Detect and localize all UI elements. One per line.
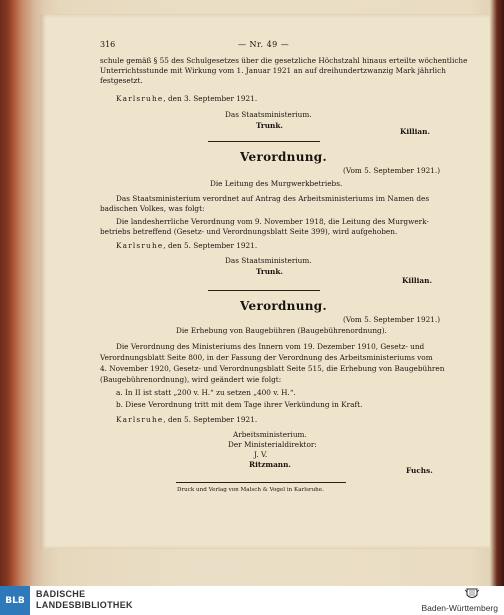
page-header: — Nr. 49 — <box>238 40 290 49</box>
decree1-signature-2: Killian. <box>402 276 433 285</box>
blb-logo: BLB <box>0 586 30 615</box>
decree1-place-date <box>116 241 446 251</box>
decree2-date: (Vom 5. September 1921.) <box>343 315 441 324</box>
library-name <box>36 589 133 611</box>
separator-1 <box>208 141 320 142</box>
intro-city: Karlsruhe <box>116 94 164 103</box>
intro-line-3: festgesetzt. <box>100 76 143 85</box>
decree2-zv: J. V. <box>254 450 268 459</box>
decree2-p1-line3: 4. November 1920, Gesetz- und Verordnungsblatt Seite 515, die Erhebung von Baugebühren <box>100 364 445 373</box>
decree2-signature-2: Fuchs. <box>406 466 433 475</box>
baden-wuerttemberg-emblem-icon <box>464 587 480 601</box>
decree1-p2-line2: betriebs betreffend (Gesetz- und Verordnungsblatt Seite 399), wird aufgehoben. <box>100 227 398 236</box>
intro-line-1: schule gemäß § 55 des Schulgesetzes über die gesetzliche Höchstzahl hinaus erteilte wöchentliche <box>100 56 468 65</box>
decree2-item-b: b. Diese Verordnung tritt mit dem Tage ihrer Verkündung in Kraft. <box>116 400 363 409</box>
decree2-p1-line4: (Baugebührenordnung), wird geändert wie folgt: <box>100 375 282 384</box>
intro-place-date <box>116 94 446 104</box>
library-name-line-2: LANDESBIBLIOTHEK <box>36 600 133 610</box>
footer-bar <box>0 586 504 615</box>
decree1-city: Karlsruhe <box>116 241 164 250</box>
decree2-title: Verordnung. <box>240 299 327 313</box>
decree2-place-date <box>116 415 446 425</box>
decree1-ministry: Das Staatsministerium. <box>225 256 312 265</box>
library-name-line-1: BADISCHE <box>36 589 86 599</box>
imprint: Druck und Verlag von Malsch & Vogel in Karlsruhe. <box>177 487 324 493</box>
decree1-date: (Vom 5. September 1921.) <box>343 166 441 175</box>
decree2-p1-line1: Die Verordnung des Ministeriums des Innern vom 19. Dezember 1910, Gesetz- und <box>116 342 425 351</box>
decree1-p1-line1: Das Staatsministerium verordnet auf Antrag des Arbeitsministeriums im Namen des <box>116 194 430 203</box>
intro-signature-1: Trunk. <box>256 121 283 130</box>
decree2-signature-1: Ritzmann. <box>249 460 291 469</box>
intro-date: , den 3. September 1921. <box>163 94 258 103</box>
intro-line-2: Unterrichtsstunde mit Wirkung vom 1. Januar 1921 an auf dreihundertzwanzig Mark jährlich <box>100 66 446 75</box>
decree1-p2-line1: Die landesherrliche Verordnung vom 9. November 1918, die Leitung des Murgwerk- <box>116 217 429 226</box>
decree1-subject: Die Leitung des Murgwerkbetriebs. <box>210 179 343 188</box>
decree2-city: Karlsruhe <box>116 415 164 424</box>
page-number: 316 <box>100 40 116 49</box>
decree2-item-a: a. In II ist statt „200 v. H.“ zu setzen „400 v. H.“. <box>116 388 296 397</box>
decree1-date-line: , den 5. September 1921. <box>163 241 258 250</box>
decree2-ministry: Arbeitsministerium. <box>233 430 307 439</box>
decree1-p1-line2: badischen Volkes, was folgt: <box>100 204 205 213</box>
separator-imprint <box>176 482 346 483</box>
intro-signature-2: Killian. <box>400 127 431 136</box>
separator-2 <box>208 290 320 291</box>
decree1-signature-1: Trunk. <box>256 267 283 276</box>
decree2-date-line: , den 5. September 1921. <box>163 415 258 424</box>
decree2-subject: Die Erhebung von Baugebühren (Baugebührenordnung). <box>176 326 387 335</box>
region-label: Baden-Württemberg <box>421 603 498 613</box>
intro-ministry: Das Staatsministerium. <box>225 110 312 119</box>
decree2-p1-line2: Verordnungsblatt Seite 800, in der Fassung der Verordnung des Arbeitsministeriums vom <box>100 353 433 362</box>
decree1-title: Verordnung. <box>240 150 327 164</box>
decree2-director: Der Ministerialdirektor: <box>228 440 317 449</box>
